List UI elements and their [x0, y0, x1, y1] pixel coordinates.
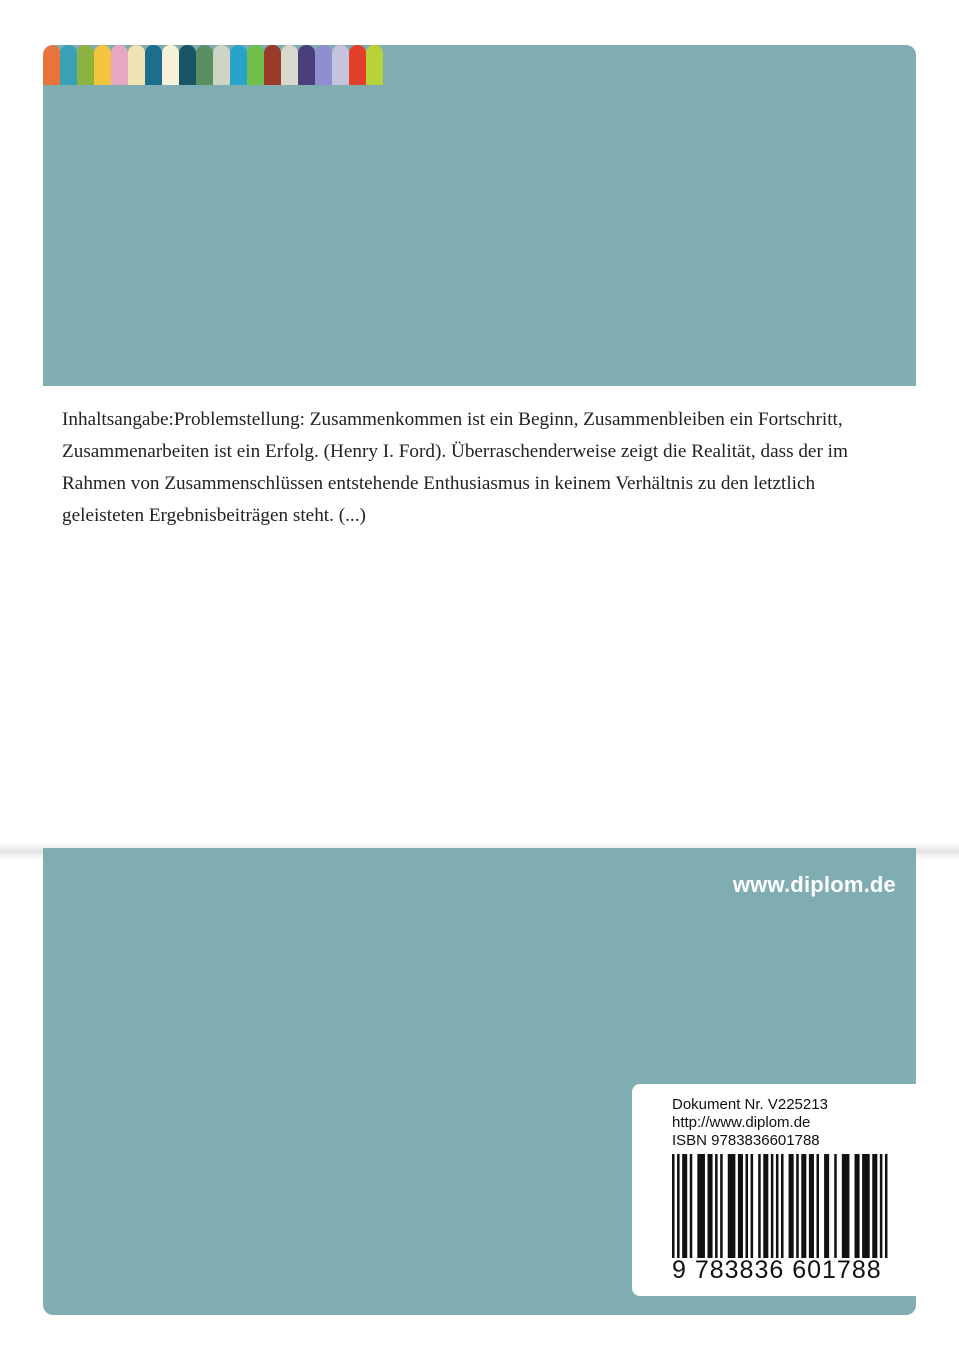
barcode-bar [801, 1154, 806, 1258]
barcode-bar [789, 1154, 794, 1258]
barcode-digits: 9 783836 601788 [672, 1256, 882, 1284]
color-stripe [298, 45, 315, 85]
color-stripe [281, 45, 298, 85]
cover-top-panel [43, 45, 916, 386]
barcode-bar [862, 1154, 870, 1258]
isbn-barcode [672, 1154, 892, 1258]
color-stripe [315, 45, 332, 85]
barcode-bar [842, 1154, 850, 1258]
barcode-bar [677, 1154, 680, 1258]
color-stripe [213, 45, 230, 85]
barcode-bar [776, 1154, 779, 1258]
barcode-bar [707, 1154, 712, 1258]
barcode-bar [816, 1154, 819, 1258]
barcode-bar [834, 1154, 837, 1258]
publisher-website[interactable]: www.diplom.de [732, 872, 896, 897]
color-stripe [349, 45, 366, 85]
barcode-bar [796, 1154, 799, 1258]
color-stripe [145, 45, 162, 85]
barcode-bar [690, 1154, 693, 1258]
color-stripe [332, 45, 349, 85]
barcode-bar [809, 1154, 814, 1258]
color-stripe [162, 45, 179, 85]
publisher-url[interactable]: http://www.diplom.de [672, 1114, 811, 1131]
barcode-bar [682, 1154, 687, 1258]
color-stripe [94, 45, 111, 85]
color-stripes [43, 45, 383, 85]
barcode-bar [824, 1154, 829, 1258]
color-stripe [264, 45, 281, 85]
color-stripe [60, 45, 77, 85]
barcode-bar [746, 1154, 749, 1258]
color-stripe [247, 45, 264, 85]
color-stripe [366, 45, 383, 85]
barcode-bar [672, 1154, 675, 1258]
barcode-bar [872, 1154, 877, 1258]
barcode-bar [763, 1154, 768, 1258]
barcode-bar [771, 1154, 774, 1258]
book-blurb: Inhaltsangabe:Problemstellung: Zusammenkommen ist ein Beginn, Zusammenbleiben ein Fortschritt, Zusammenarbeiten ist ein Erfolg. (Henry I. Ford). Überraschenderweise zeigt die Realität, dass der im Rahmen von Zusammenschlüssen entstehende Enthusiasmus in keinem Verhältnis zu den letztlich geleisteten Ergebnisbeiträgen steht. (...) [62, 409, 848, 526]
barcode-bar [781, 1154, 784, 1258]
color-stripe [43, 45, 60, 85]
barcode-bar [738, 1154, 743, 1258]
barcode-bar [751, 1154, 754, 1258]
document-meta [672, 1096, 828, 1150]
barcode-bar [885, 1154, 888, 1258]
color-stripe [77, 45, 94, 85]
color-stripe [196, 45, 213, 85]
barcode-bar [715, 1154, 718, 1258]
barcode-bar [697, 1154, 705, 1258]
barcode-box [632, 1084, 916, 1296]
isbn-text: ISBN 9783836601788 [672, 1132, 820, 1149]
barcode-bar [720, 1154, 723, 1258]
color-stripe [179, 45, 196, 85]
barcode-bar [758, 1154, 761, 1258]
barcode-bar [728, 1154, 736, 1258]
color-stripe [230, 45, 247, 85]
color-stripe [111, 45, 128, 85]
barcode-bar [855, 1154, 860, 1258]
barcode-bar [880, 1154, 883, 1258]
document-number: Dokument Nr. V225213 [672, 1096, 828, 1113]
color-stripe [128, 45, 145, 85]
